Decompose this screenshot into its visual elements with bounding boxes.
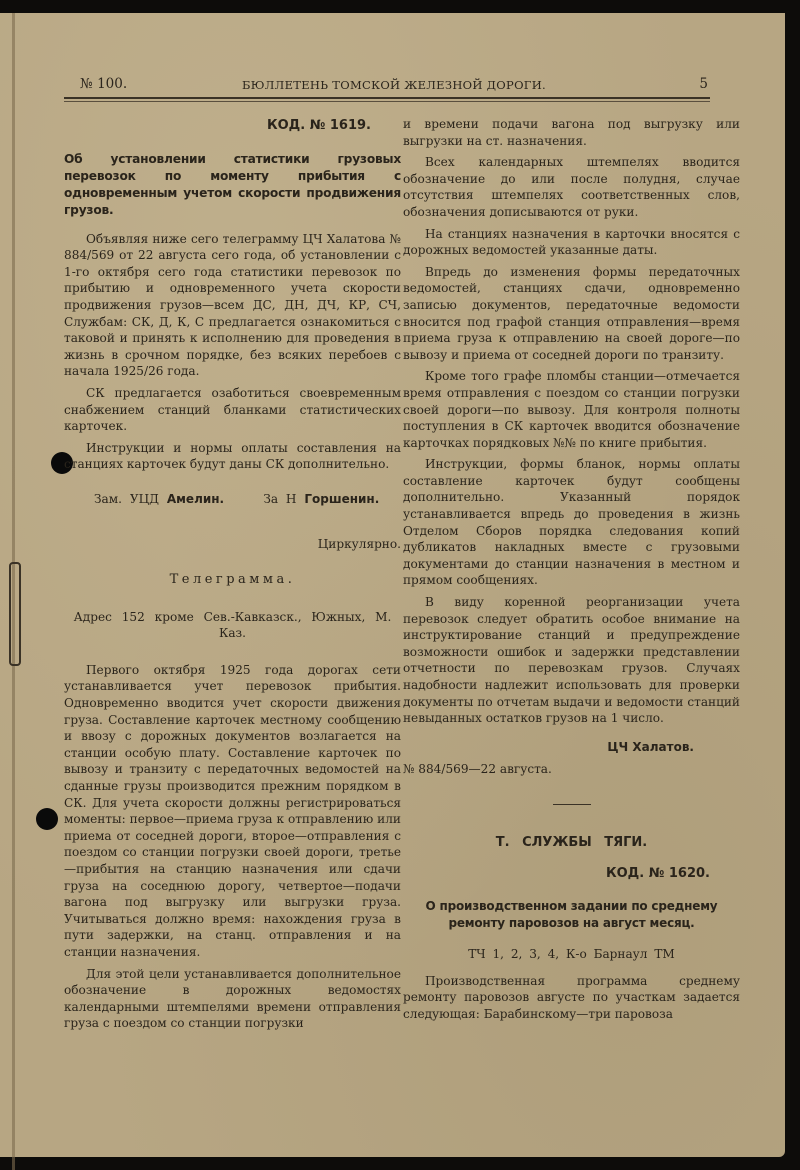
section-separator [553,804,591,805]
paragraph-continued: и времени подачи вагона под выгрузку или выгрузки на ст. назначения. [403,117,740,148]
section-title: Т. СЛУЖБЫ ТЯГИ. [495,834,648,850]
issue-number: № 100. [80,76,128,92]
telegram-address: Адрес 152 кроме Сев.-Кавказск., Южных, М. Каз. [73,609,392,641]
paragraph: Всех календарных штемпелях вводится обозначение до или после полудня, случае отсутствия штемпелях соответственных слов, обозначения дописываются от руки. [403,155,740,219]
article-heading: Об установлении статистики грузовых перевозок по моменту прибытия с одновременным учетом скорости продвижения грузов. [64,151,401,217]
telegram-paragraph: Первого октября 1925 года дорогах сети устанавливается учет перевозок прибытия. Одновременно вводится учет скорости движения груза. Составление карточек местному сообщению и ввозу с дорожных документов возлагается на станции особую плату. Составление карточек по вывозу и транзиту с передаточных ведомостей на сданные грузы производится прежним порядком в СК. Для учета скорости должны регистрироваться моменты: первое—приема груза к отправлению или приема от соседней дороги, второе—отправления с поездом со станции погрузки своей дороги, третье—прибытия на станцию назначения или сдачи груза на соседнюю дорогу, четвертое—подачи вагона под выгрузку или выгрузки груза. Учитываться должно время: нахождения груза в пути задержки, на станц. отправления и на станции назначения. [64,662,401,959]
code-1620: КОД. № 1620. [605,865,710,881]
signature-name: ЦЧ Халатов. [607,739,694,754]
signature-name-2: Горшенин. [304,491,380,506]
paragraph: В виду коренной реорганизации учета перевозок следует обратить особое внимание на инструктирование станций и предупреждение возможности ошибок и задержки представлении отчетности по перевозкам грузов. Случаях надобности надлежит использовать для проверки документы по отчетам выдачи и ведомости станций невыданных остатков грузов на 1 число. [403,595,740,726]
right-column [403,116,740,1023]
paragraph: Инструкции, формы бланок, нормы оплаты составление карточек будут сообщены дополнительно. Указанный порядок устанавливается впредь до проведения в жизнь Отделом Сборов порядка следования копий дубликатов накладных вместе с грузовыми документами до станции назначения в местном и прямом сообщениях. [403,457,740,588]
signature-name-1: Амелин. [166,491,225,506]
punch-hole [36,808,58,830]
running-header [80,76,708,96]
telegram-title: Телеграмма. [169,572,296,588]
telegram-signature [403,739,740,756]
left-column [64,116,401,1032]
signature-title-1: Зам. УЦД [94,491,159,506]
addressees: ТЧ 1, 2, 3, 4, К-о Барнаул ТМ [468,947,675,962]
telegram-paragraph: Для этой цели устанавливается дополнительное обозначение в дорожных ведомостях календарными штемпелями времени отправления груза с поездом со станции погрузки [64,966,401,1031]
header-rule [64,97,710,99]
paragraph: Инструкции и нормы оплаты составления на станциях карточек будут даны СК дополнительно. [64,440,401,472]
paragraph: Кроме того графе пломбы станции—отмечается время отправления с поездом со станции погрузки своей дороги—по вывозу. Для контроля полноты поступления в СК карточек вводится обозначение карточках порядковых №№ по книге прибытия. [403,369,740,450]
bulletin-title: БЮЛЛЕТЕНЬ ТОМСКОЙ ЖЕЛЕЗНОЙ ДОРОГИ. [242,78,546,92]
code-1619: КОД. № 1619. [266,118,371,133]
header-rule-thin [64,101,710,102]
signature-line [64,491,401,508]
circular-label: Циркулярно. [317,536,401,551]
paragraph: На станциях назначения в карточки вносятся с дорожных ведомостей указанные даты. [403,226,740,258]
article-heading-2: О производственном задании по среднему ремонту паровозов на август месяц. [425,899,718,931]
signature-title-2: За Н [263,491,297,506]
telegram-reference: № 884/569—22 августа. [403,762,552,777]
paragraph: Объявляя ниже сего телеграмму ЦЧ Халатова № 884/569 от 22 августа сего года, об установлении с 1-го октября сего года статистики перевозок по прибытию и одновременного учета скорости продвижения грузов—всем ДС, ДН, ДЧ, КР, СЧ, Службам: СК, Д, К, С предлагается ознакомиться с таковой и принять к исполнению для проведения в жизнь в срочном порядке, без всяких перебоев с начала 1925/26 года. [64,231,401,379]
paragraph: Производственная программа среднему ремонту паровозов августе по участкам задается следующая: Барабинскому—три паровоза [403,973,740,1021]
page-number: 5 [699,76,708,92]
paragraph: Впредь до изменения формы передаточных ведомостей, станциях сдачи, одновременно записью документов, передаточные ведомости вносится под графой станция отправления—время приема груза к отправлению на своей дороге—по вывозу и приема от соседней дороги по транзиту. [403,264,740,362]
binding-clip [9,562,21,666]
paragraph: СК предлагается озаботиться своевременным снабжением станций бланками статистических карточек. [64,385,401,434]
